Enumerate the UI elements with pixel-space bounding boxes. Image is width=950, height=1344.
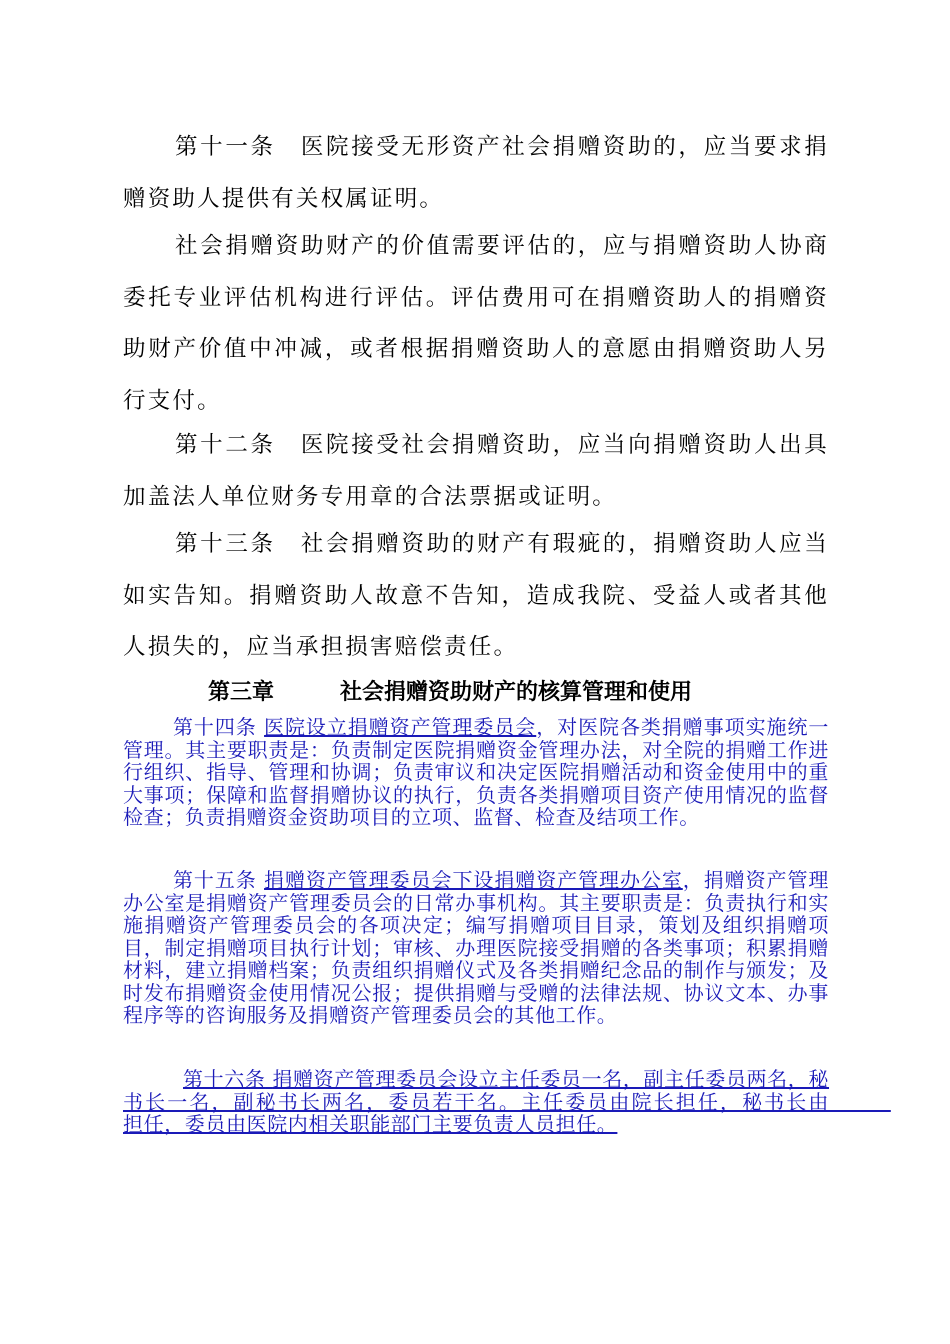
article-16 bbox=[123, 1068, 829, 1136]
article-12-text: 医院接受社会捐赠资助，应当向捐赠资助人出具加盖法人单位财务专用章的合法票据或证明。 bbox=[123, 432, 829, 510]
article-15 bbox=[123, 869, 829, 1027]
article-15-underlined: 捐赠资产管理委员会下设捐赠资产管理办公室 bbox=[264, 868, 683, 892]
article-13 bbox=[123, 519, 829, 674]
article-11-text: 医院接受无形资产社会捐赠资助的，应当要求捐赠资助人提供有关权属证明。 bbox=[123, 134, 829, 212]
article-12-label: 第十二条 bbox=[175, 432, 276, 458]
article-14-label: 第十四条 bbox=[173, 715, 257, 739]
article-16-text-a: 捐赠资产管理委员会设立主任委员一名，副主任委员两名，秘书长一名，副秘书长两名，委员若干名。主任委员由院长担任，秘书长由 bbox=[123, 1067, 830, 1114]
article-14-text: ，对医院各类捐赠事项实施统一管理。其主要职责是：负责制定医院捐赠资金管理办法，对全院的捐赠工作进行组织、指导、管理和协调；负责审议和决定医院捐赠活动和资金使用中的重大事项；保障和监督捐赠协议的执行，负责各类捐赠项目资产使用情况的监督检查；负责捐赠资金资助项目的立项、监督、检查及结项工作。 bbox=[123, 715, 829, 829]
article-14-underlined: 医院设立捐赠资产管理委员会 bbox=[264, 715, 537, 739]
article-11-paragraph-2: 社会捐赠资助财产的价值需要评估的，应与捐赠资助人协商委托专业评估机构进行评估。评估费用可在捐赠资助人的捐赠资助财产价值中冲减，或者根据捐赠资助人的意愿由捐赠资助人另行支付。 bbox=[123, 233, 829, 414]
chapter-heading bbox=[208, 675, 692, 706]
chapter-title: 社会捐赠资助财产的核算管理和使用 bbox=[340, 680, 693, 705]
article-12 bbox=[123, 420, 829, 523]
article-13-label: 第十三条 bbox=[175, 531, 276, 557]
article-15-label: 第十五条 bbox=[173, 868, 257, 892]
article-14 bbox=[123, 716, 829, 829]
chapter-number: 第三章 bbox=[208, 680, 275, 705]
article-13-text: 社会捐赠资助的财产有瑕疵的，捐赠资助人应当如实告知。捐赠资助人故意不告知，造成我院、受益人或者其他人损失的，应当承担损害赔偿责任。 bbox=[123, 531, 829, 660]
article-15-text: ，捐赠资产管理办公室是捐赠资产管理委员会的日常办事机构。其主要职责是：负责执行和实施捐赠资产管理委员会的各项决定；编写捐赠项目目录，策划及组织捐赠项目，制定捐赠项目执行计划；审核、办理医院接受捐赠的各类事项；积累捐赠材料，建立捐赠档案；负责组织捐赠仪式及各类捐赠纪念品的制作与颁发；及时发布捐赠资金使用情况公报；提供捐赠与受赠的法律法规、协议文本、办事程序等的咨询服务及捐赠资产管理委员会的其他工作。 bbox=[123, 868, 829, 1027]
article-11 bbox=[123, 122, 829, 225]
article-11-label: 第十一条 bbox=[175, 134, 276, 160]
article-16-label: 第十六条 bbox=[183, 1067, 266, 1091]
article-16-text-b: 担任，委员由医院内相关职能部门主要负责人员担任。 bbox=[123, 1112, 618, 1136]
